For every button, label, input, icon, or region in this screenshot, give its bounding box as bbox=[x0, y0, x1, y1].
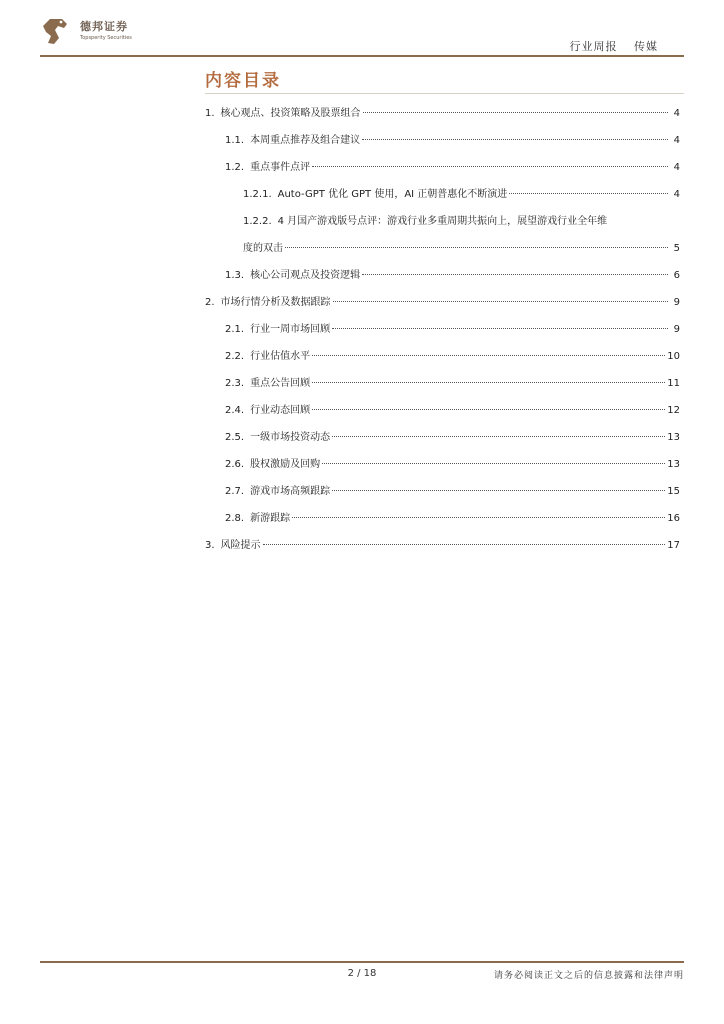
logo-english-name: Topsperity Securities bbox=[80, 35, 132, 41]
toc-leader-dots bbox=[312, 409, 665, 410]
toc-entry-label: 股权激励及回购 bbox=[250, 459, 321, 470]
toc-entry[interactable] bbox=[205, 401, 680, 428]
toc-entry[interactable] bbox=[205, 266, 680, 293]
toc-entry-label: Auto-GPT 优化 GPT 使用，AI 正朝普惠化不断演进 bbox=[277, 189, 508, 200]
toc-entry[interactable] bbox=[205, 158, 680, 185]
toc-entry-label: 本周重点推荐及组合建议 bbox=[250, 135, 361, 146]
table-of-contents bbox=[205, 104, 680, 563]
toc-entry[interactable] bbox=[205, 428, 680, 455]
toc-leader-dots bbox=[312, 355, 665, 356]
toc-entry-page-number: 13 bbox=[667, 432, 680, 443]
legal-disclaimer: 请务必阅读正文之后的信息披露和法律声明 bbox=[493, 971, 684, 981]
toc-leader-dots bbox=[312, 166, 668, 167]
toc-entry[interactable] bbox=[205, 347, 680, 374]
toc-entry-label: 新游跟踪 bbox=[250, 513, 291, 524]
toc-leader-dots bbox=[322, 463, 665, 464]
toc-entry-page-number: 11 bbox=[667, 378, 680, 389]
toc-entry-number: 2.8. bbox=[225, 513, 245, 524]
toc-entry[interactable] bbox=[205, 536, 680, 563]
toc-entry-number: 1.2.2. bbox=[243, 216, 272, 227]
header-divider bbox=[40, 55, 684, 57]
toc-title-divider bbox=[205, 93, 684, 94]
toc-entry-page-number: 5 bbox=[673, 243, 680, 254]
toc-entry-label: 行业一周市场回顾 bbox=[250, 324, 331, 335]
toc-entry-number: 2. bbox=[205, 297, 215, 308]
toc-entry-label: 重点公告回顾 bbox=[250, 378, 311, 389]
toc-leader-dots bbox=[332, 436, 665, 437]
toc-entry-page-number: 4 bbox=[673, 135, 680, 146]
logo-chinese-name: 德邦证券 bbox=[80, 20, 128, 33]
toc-entry-page-number: 13 bbox=[667, 459, 680, 470]
toc-entry-page-number: 16 bbox=[667, 513, 680, 524]
toc-entry-number: 2.4. bbox=[225, 405, 245, 416]
report-header bbox=[558, 38, 659, 54]
toc-entry-label: 核心公司观点及投资逻辑 bbox=[250, 270, 361, 281]
toc-title: 内容目录 bbox=[205, 71, 281, 91]
toc-leader-dots bbox=[333, 301, 668, 302]
toc-entry[interactable] bbox=[205, 320, 680, 347]
toc-entry-number: 2.2. bbox=[225, 351, 245, 362]
toc-entry-page-number: 4 bbox=[673, 108, 680, 119]
toc-leader-dots bbox=[332, 490, 665, 491]
toc-entry-page-number: 17 bbox=[667, 540, 680, 551]
toc-entry[interactable] bbox=[205, 293, 680, 320]
toc-entry-number: 1. bbox=[205, 108, 215, 119]
toc-leader-dots bbox=[509, 193, 668, 194]
toc-entry-label: 风险提示 bbox=[220, 540, 261, 551]
toc-entry-label: 市场行情分析及数据跟踪 bbox=[220, 297, 331, 308]
toc-entry[interactable] bbox=[205, 509, 680, 536]
toc-entry-page-number: 9 bbox=[673, 297, 680, 308]
toc-entry[interactable] bbox=[205, 104, 680, 131]
company-logo-icon bbox=[40, 16, 70, 46]
toc-leader-dots bbox=[362, 139, 668, 140]
toc-entry-label: 度的双击 bbox=[243, 243, 283, 254]
toc-entry-number: 2.7. bbox=[225, 486, 245, 497]
toc-entry-page-number: 9 bbox=[673, 324, 680, 335]
company-logo bbox=[40, 14, 140, 50]
toc-entry-number: 2.1. bbox=[225, 324, 245, 335]
toc-entry-number: 2.6. bbox=[225, 459, 245, 470]
toc-entry-number: 3. bbox=[205, 540, 215, 551]
toc-entry-label: 核心观点、投资策略及股票组合 bbox=[220, 108, 361, 119]
toc-leader-dots bbox=[285, 247, 668, 248]
toc-entry-number: 2.5. bbox=[225, 432, 245, 443]
toc-entry[interactable] bbox=[205, 185, 680, 212]
page-indicator: 2 / 18 bbox=[347, 968, 377, 979]
toc-entry-page-number: 10 bbox=[667, 351, 680, 362]
toc-entry-number: 1.2. bbox=[225, 162, 245, 173]
toc-entry-page-number: 12 bbox=[667, 405, 680, 416]
report-type: 行业周报 bbox=[569, 40, 618, 53]
toc-entry-label: 4 月国产游戏版号点评：游戏行业多重周期共振向上，展望游戏行业全年维 bbox=[277, 216, 608, 227]
toc-entry-label: 重点事件点评 bbox=[250, 162, 311, 173]
toc-entry-label: 行业动态回顾 bbox=[250, 405, 311, 416]
toc-entry-number: 1.3. bbox=[225, 270, 245, 281]
toc-entry-page-number: 6 bbox=[673, 270, 680, 281]
toc-leader-dots bbox=[362, 274, 668, 275]
toc-entry[interactable] bbox=[205, 239, 680, 266]
toc-entry[interactable] bbox=[205, 131, 680, 158]
toc-entry[interactable] bbox=[205, 212, 680, 239]
toc-leader-dots bbox=[332, 328, 668, 329]
toc-entry-label: 一级市场投资动态 bbox=[250, 432, 331, 443]
toc-leader-dots bbox=[312, 382, 665, 383]
toc-entry-page-number: 15 bbox=[667, 486, 680, 497]
report-sector: 传媒 bbox=[634, 40, 658, 53]
toc-entry-number: 2.3. bbox=[225, 378, 245, 389]
toc-entry-number: 1.2.1. bbox=[243, 189, 272, 200]
toc-entry-page-number: 4 bbox=[673, 189, 680, 200]
toc-entry-page-number: 4 bbox=[673, 162, 680, 173]
toc-leader-dots bbox=[292, 517, 665, 518]
toc-entry-label: 行业估值水平 bbox=[250, 351, 311, 362]
toc-entry-label: 游戏市场高频跟踪 bbox=[250, 486, 331, 497]
footer-divider bbox=[40, 961, 684, 963]
toc-leader-dots bbox=[363, 112, 668, 113]
toc-leader-dots bbox=[263, 544, 666, 545]
toc-entry[interactable] bbox=[205, 455, 680, 482]
toc-entry-number: 1.1. bbox=[225, 135, 245, 146]
toc-entry[interactable] bbox=[205, 482, 680, 509]
toc-entry[interactable] bbox=[205, 374, 680, 401]
